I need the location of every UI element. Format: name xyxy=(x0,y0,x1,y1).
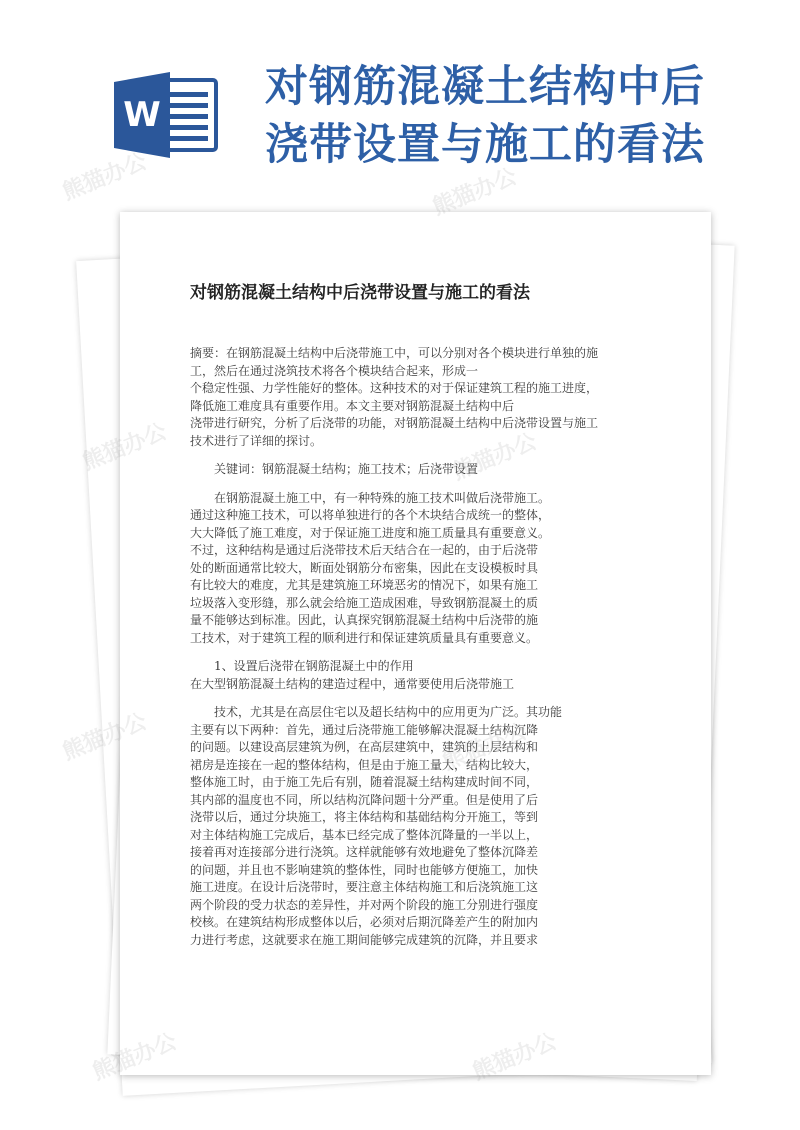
abstract-line: 浇带进行研究，分析了后浇带的功能，对钢筋混凝土结构中后浇带设置与施工 xyxy=(190,416,599,430)
paragraph-line: 对主体结构施工完成后，基本已经完成了整体沉降量的一半以上， xyxy=(190,827,539,842)
abstract-line: 摘要：在钢筋混凝土结构中后浇带施工中，可以分别对各个模块进行单独的施 xyxy=(190,346,599,360)
paragraph-line: 主要有以下两种：首先，通过后浇带施工能够解决混凝土结构沉降 xyxy=(190,722,539,737)
word-icon xyxy=(112,72,220,158)
keywords-line: 关键词：钢筋混凝土结构；施工技术；后浇带设置 xyxy=(214,462,479,476)
paragraph-line: 校核。在建筑结构形成整体以后，必须对后期沉降差产生的附加内 xyxy=(190,915,539,929)
paragraph-line: 力进行考虑，这就要求在施工期间能够完成建筑的沉降，并且要求 xyxy=(190,932,539,947)
banner-title-line-1: 对钢筋混凝土结构中后 xyxy=(265,62,705,112)
section-heading: 1、设置后浇带在钢筋混凝土中的作用 xyxy=(214,659,414,673)
paragraph-line: 处的断面通常比较大，断面处钢筋分布密集，因此在支设模板时具 xyxy=(190,560,539,575)
paragraph-line: 接着再对连接部分进行浇筑。这样就能够有效地避免了整体沉降差 xyxy=(190,845,539,859)
paragraph-line: 不过，这种结构是通过后浇带技术后天结合在一起的，由于后浇带 xyxy=(190,543,539,557)
paragraph-line: 技术，尤其是在高层住宅以及超长结构中的应用更为广泛。其功能 xyxy=(214,705,563,719)
abstract-line: 个稳定性强、力学性能好的整体。这种技术的对于保证建筑工程的施工进度， xyxy=(190,381,599,395)
abstract-line: 工，然后在通过浇筑技术将各个模块结合起来，形成一 xyxy=(190,363,479,378)
paragraph-line: 的问题，并且也不影响建筑的整体性，同时也能够方便施工，加快 xyxy=(190,862,539,877)
document-body xyxy=(190,345,638,949)
paragraph-line: 施工进度。在设计后浇带时，要注意主体结构施工和后浇筑施工这 xyxy=(190,880,539,894)
paragraph-line: 整体施工时，由于施工先后有别，随着混凝土结构建成时间不同， xyxy=(190,775,539,789)
document-title: 对钢筋混凝土结构中后浇带设置与施工的看法 xyxy=(190,283,530,303)
banner-title-line-2: 浇带设置与施工的看法 xyxy=(265,120,705,170)
watermark: 熊猫办公 xyxy=(429,164,521,221)
paragraph-line: 工技术，对于建筑工程的顺利进行和保证建筑质量具有重要意义。 xyxy=(190,630,539,645)
banner-title xyxy=(265,58,785,174)
paragraph-line: 量不能够达到标准。因此，认真探究钢筋混凝土结构中后浇带的施 xyxy=(190,613,539,627)
paragraph-line: 裙房是连接在一起的整体结构，但是由于施工量大，结构比较大， xyxy=(190,757,539,772)
paragraph-line: 大大降低了施工难度，对于保证施工进度和施工质量具有重要意义。 xyxy=(190,525,551,540)
abstract-line: 技术进行了详细的探讨。 xyxy=(190,433,323,448)
paragraph-line: 垃圾落入变形缝，那么就会给施工造成困难，导致钢筋混凝土的质 xyxy=(190,595,539,610)
word-logo-letter: W xyxy=(123,95,161,135)
paragraph-line: 浇带以后，通过分块施工，将主体结构和基础结构分开施工，等到 xyxy=(190,810,539,824)
paragraph-line: 两个阶段的受力状态的差异性，并对两个阶段的施工分别进行强度 xyxy=(190,897,539,912)
abstract-line: 降低施工难度具有重要作用。本文主要对钢筋混凝土结构中后 xyxy=(190,398,515,413)
paragraph-line: 有比较大的难度，尤其是建筑施工环境恶劣的情况下，如果有施工 xyxy=(190,578,539,592)
paragraph-line: 其内部的温度也不同，所以结构沉降问题十分严重。但是使用了后 xyxy=(190,792,539,807)
paragraph-line: 在大型钢筋混凝土结构的建造过程中，通常要使用后浇带施工 xyxy=(190,676,515,691)
document-page xyxy=(120,212,711,1075)
paragraph-line: 通过这种施工技术，可以将单独进行的各个木块结合成统一的整体， xyxy=(190,508,551,522)
paragraph-line: 的问题。以建设高层建筑为例，在高层建筑中，建筑的上层结构和 xyxy=(190,740,539,754)
paragraph-line: 在钢筋混凝土施工中，有一种特殊的施工技术叫做后浇带施工。 xyxy=(214,490,551,505)
watermark: 熊猫办公 xyxy=(59,149,151,206)
